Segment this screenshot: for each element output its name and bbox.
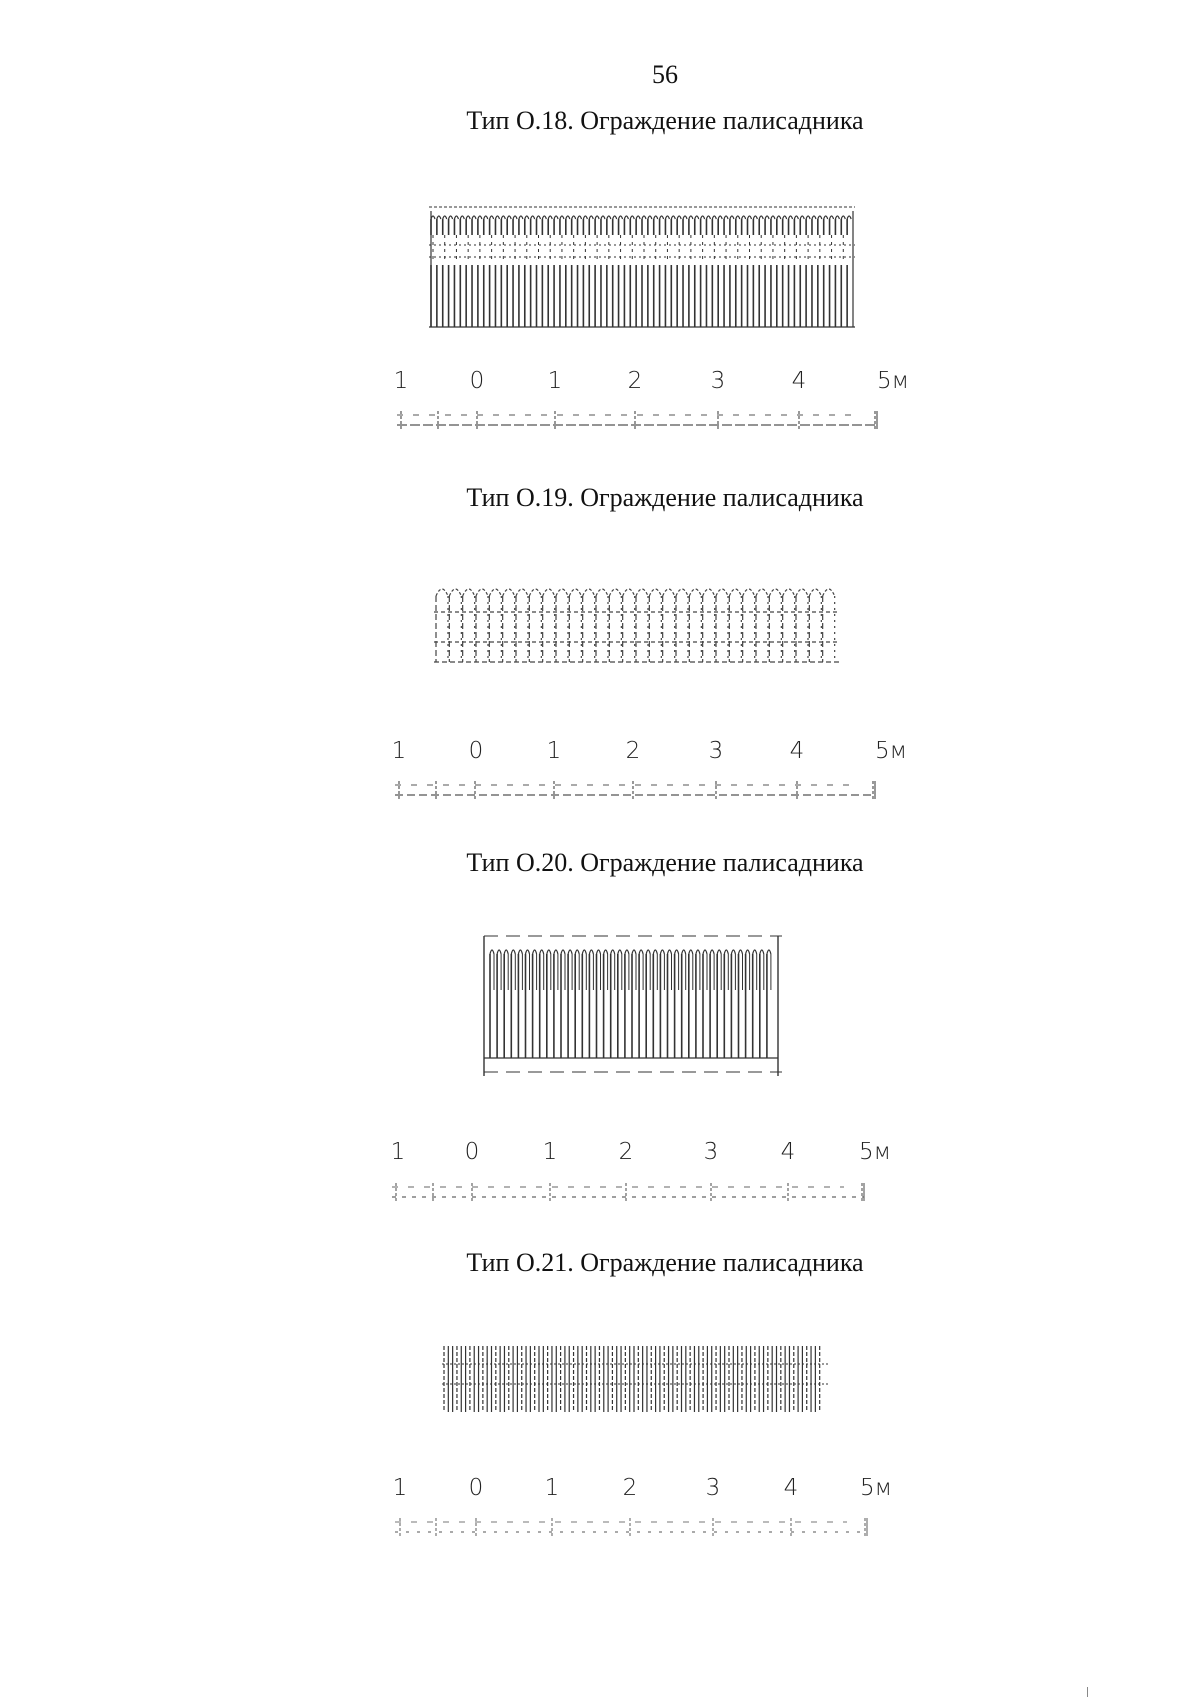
fence-drawing-o21 <box>440 1342 830 1417</box>
scale-label: 1 <box>547 368 563 394</box>
corner-mark <box>1087 1687 1088 1697</box>
figure-caption-o19: Тип О.19. Ограждение палисадника <box>466 483 864 512</box>
figure-caption-o21: Тип О.21. Ограждение палисадника <box>466 1248 864 1277</box>
scale-bar-o18 <box>395 405 885 435</box>
scale-label: 1 <box>392 1475 408 1501</box>
scale-label: 5м <box>860 1475 892 1501</box>
scale-label: 4 <box>789 738 805 764</box>
scale-label: 5м <box>875 738 907 764</box>
figure-caption-o20: Тип О.20. Ограждение палисадника <box>466 848 864 877</box>
scale-label: 4 <box>780 1139 796 1165</box>
scale-bar-o21 <box>393 1512 883 1542</box>
scale-label: 2 <box>627 368 643 394</box>
scale-label: 0 <box>464 1139 480 1165</box>
page-number: 56 <box>652 60 678 89</box>
scale-label: 5м <box>859 1139 891 1165</box>
scale-label: 1 <box>542 1139 558 1165</box>
scale-label: 0 <box>468 738 484 764</box>
scale-label: 3 <box>703 1139 719 1165</box>
scale-label: 2 <box>622 1475 638 1501</box>
scale-label: 4 <box>783 1475 799 1501</box>
scale-label: 0 <box>469 368 485 394</box>
scale-label: 1 <box>544 1475 560 1501</box>
scale-label: 1 <box>393 368 409 394</box>
scale-label: 5м <box>877 368 909 394</box>
scale-label: 1 <box>391 738 407 764</box>
scale-labels-o18 <box>0 368 1200 398</box>
scale-label: 0 <box>468 1475 484 1501</box>
scale-labels-o21 <box>0 1475 1200 1505</box>
scale-label: 3 <box>708 738 724 764</box>
scale-labels-o19 <box>0 738 1200 768</box>
scale-label: 1 <box>390 1139 406 1165</box>
scale-bar-o20 <box>390 1177 880 1207</box>
scale-label: 3 <box>710 368 726 394</box>
fence-drawing-o20 <box>478 930 788 1080</box>
scale-bar-o19 <box>393 775 883 805</box>
scale-labels-o20 <box>0 1139 1200 1169</box>
scale-label: 3 <box>705 1475 721 1501</box>
scale-label: 2 <box>625 738 641 764</box>
fence-drawing-o19 <box>432 580 842 665</box>
scale-label: 1 <box>546 738 562 764</box>
fence-drawing-o18 <box>427 205 857 330</box>
scale-label: 4 <box>791 368 807 394</box>
scale-label: 2 <box>618 1139 634 1165</box>
figure-caption-o18: Тип О.18. Ограждение палисадника <box>466 106 864 135</box>
